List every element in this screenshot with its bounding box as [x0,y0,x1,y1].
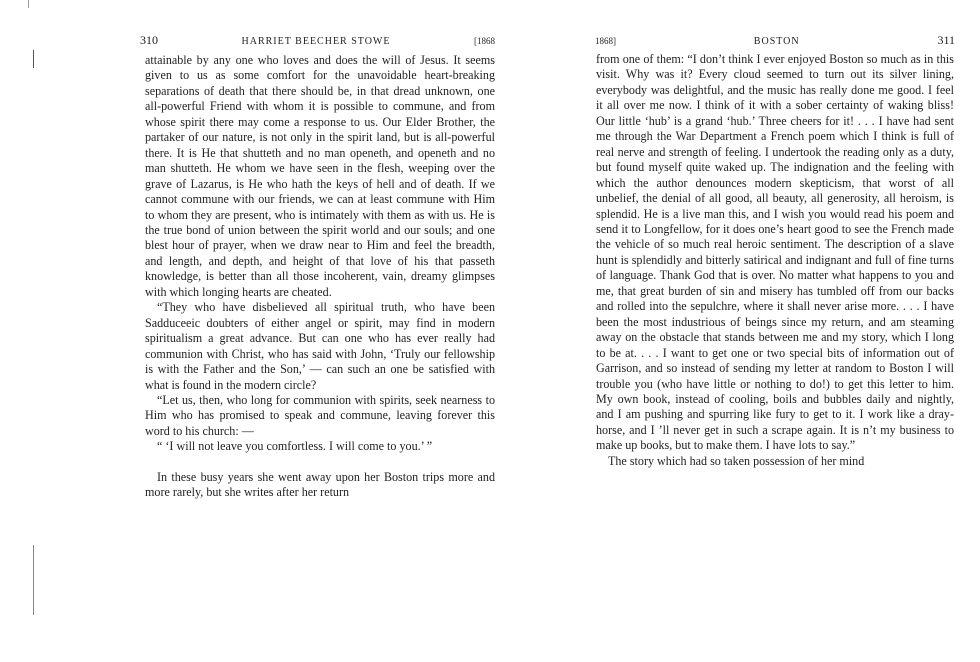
right-body-text [596,52,954,469]
right-running-head [595,33,955,48]
scan-edge-mark [33,545,34,615]
body-paragraph: In these busy years she went away upon her Boston trips more and more rarely, but she writes after her return [145,469,495,500]
left-body-text [145,53,495,501]
scan-edge-mark [28,0,29,8]
right-page [545,0,980,662]
body-paragraph: “They who have disbelieved all spiritual truth, who have been Sadduceeic doubters of either angel or spirit, may find in modern spiritualism a great advance. But can one who has ever really had communion with Christ, who has said with John, ‘Truly our fellowship is with the Father and the Son,’ — can such an one be satisfied with what is found in the modern circle? [145,300,495,392]
body-paragraph: “ ‘I will not leave you comfortless. I will come to you.’ ” [157,439,433,454]
left-running-head [140,33,495,48]
body-paragraph: attainable by any one who loves and does the will of Jesus. It seems given to us as some comfort for the unavoidable heart-breaking separations of death that there should be, in that dread unknown, one all-powerful Friend with whom it is possible to commune, and from whose spirit there may come a response to us. Our Elder Brother, the partaker of our nature, is not only in the spirit land, but is all-powerful there. It is He that shutteth and no man openeth, and openeth and no man shutteth. He whom we have seen in the flesh, weeping over the grave of Lazarus, is He who hath the keys of hell and of death. If we cannot commune with our friends, we can at least commune with Him to whom they are present, who is intimately with them as with us. He is the true bond of union between the spirit world and our souls; and one blest hour of prayer, when we draw near to Him and feel the breadth, and length, and depth, and height of that love of his that passeth knowledge, is better than all those incoherent, vain, dreamy glimpses with which longing hearts are cheated. [145,53,495,299]
body-paragraph: from one of them: “I don’t think I ever enjoyed Boston so much as in this visit. Why was it? Every cloud seemed to turn out its silver lining, everybody was delightful, and the music has really done me good. I feel it all over me now. I think of it with a sober certainty of waking bliss! Our little ‘hub’ is a grand ‘hub.’ Three cheers for it! . . . I have had sent me through the War Department a French poem which I think is full of real nerve and strength of feeling. I undertook the reading only as a duty, but found myself quite waked up. The indignation and the feeling with which the author denounces modern skepticism, that worst of all unbelief, the denial of all good, all beauty, all generosity, all heroism, is splendid. He is a live man this, and I wish you would read his poem and send it to Longfellow, for it does one’s heart good to see the French made the vehicle of so much real heroic sentiment. The description of a slave hunt is splendidly and bitterly satirical and indignant and full of fine turns of language. Thank God that is over. No matter what happens to you and me, that great burden of sin and misery has tumbled off from our backs and rolled into the sepulchre, where it shall never arise more. . . . I have been the most industrious of beings since my return, and am steaming away on the obstacle that stands between me and my story, which I long to be at. . . . I want to get one or two special bits of information out of Garrison, and so instead of sending my letter at random to Boston I will trouble you (who have little or nothing to do!) to get this letter to him. My own book, instead of cooling, boils and bubbles daily and nightly, and I am pushing and spurring like fury to get to it. I work like a dray-horse, and I ’ll never get in such a scrape again. It is n’t my business to make up books, but to make them. I have lots to say.” [596,52,954,453]
body-paragraph: The story which had so taken possession of her mind [608,453,865,468]
right-page-number: 311 [937,33,955,47]
right-running-year: 1868] [595,36,616,46]
right-running-title: BOSTON [753,36,800,47]
left-running-title: HARRIET BEECHER STOWE [241,36,391,47]
body-paragraph: “Let us, then, who long for communion with spirits, seek nearness to Him who has promised to speak and commune, leaving forever this word to his church: — [145,392,495,438]
left-page-number: 310 [140,33,158,47]
left-running-year: [1868 [474,36,495,46]
scan-edge-mark [33,50,34,68]
